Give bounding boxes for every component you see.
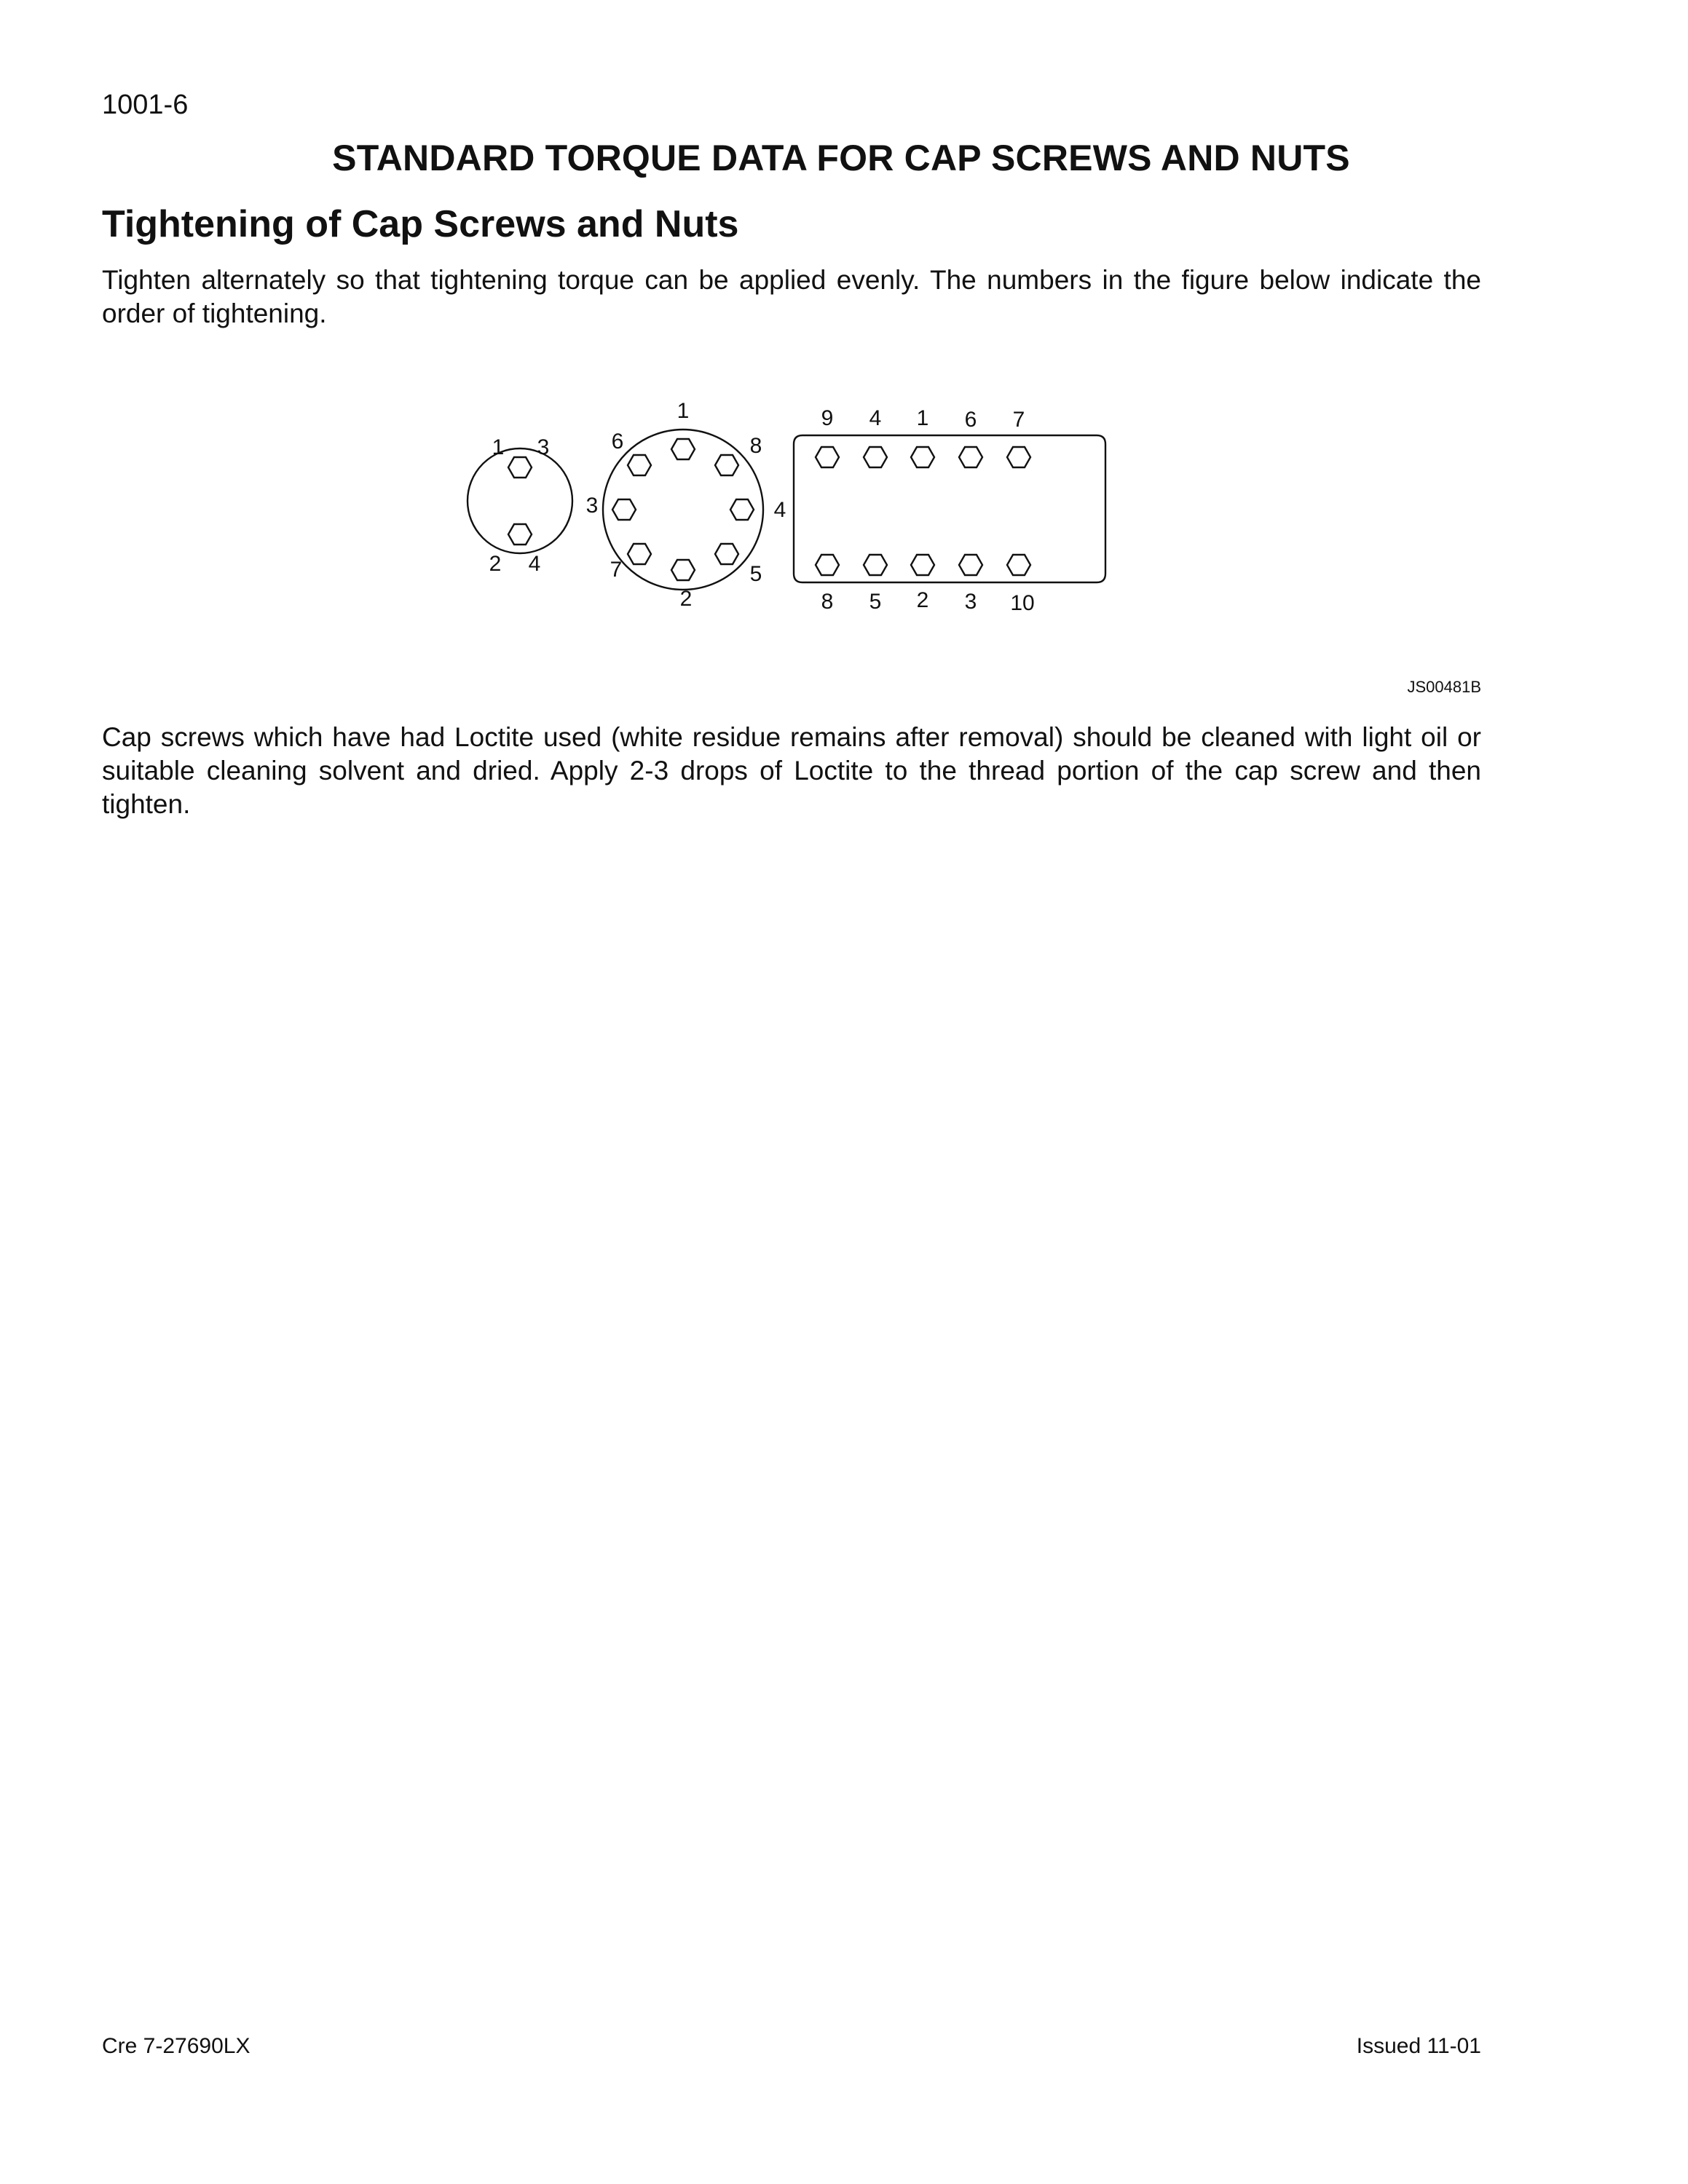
page-number: 1001-6: [102, 90, 189, 120]
ten-bolt-top-nut-4: [864, 447, 887, 467]
ten-bolt-top-nut-7: [1007, 447, 1030, 467]
tightening-order-figure: [466, 399, 1121, 639]
ten-bolt-bottom-label-10: 10: [1010, 591, 1035, 615]
four-bolt-flange-outline: [468, 448, 572, 553]
eight-bolt-label-6: 6: [611, 430, 624, 454]
four-bolt-label-4: 4: [528, 552, 541, 576]
ten-bolt-bottom-label-5: 5: [869, 590, 882, 614]
four-bolt-label-2: 2: [489, 552, 502, 576]
four-bolt-label-1: 1: [492, 435, 505, 459]
loctite-paragraph: Cap screws which have had Loctite used (white residue remains after removal) should be cleaned with light oil or suitable cleaning solvent and dried. Apply 2-3 drops of Loctite to the thread portion of the cap screw and then tighten.: [102, 722, 1481, 819]
section-title: Tightening of Cap Screws and Nuts: [102, 203, 739, 245]
ten-bolt-bottom-nut-3: [959, 555, 982, 575]
ten-bolt-bottom-label-2: 2: [916, 588, 929, 612]
ten-bolt-bottom-nut-10: [1007, 555, 1030, 575]
eight-bolt-label-3: 3: [585, 494, 599, 518]
ten-bolt-top-label-7: 7: [1012, 408, 1025, 432]
eight-bolt-nut-3: [612, 499, 636, 520]
ten-bolt-top-nut-1: [911, 447, 934, 467]
ten-bolt-bottom-label-3: 3: [964, 590, 977, 614]
ten-bolt-cover-outline: [794, 435, 1105, 582]
eight-bolt-nut-4: [730, 499, 754, 520]
eight-bolt-nut-1: [671, 439, 695, 459]
eight-bolt-nut-7: [628, 544, 651, 564]
ten-bolt-bottom-label-8: 8: [821, 590, 834, 614]
ten-bolt-top-label-6: 6: [964, 408, 977, 432]
ten-bolt-top-nut-6: [959, 447, 982, 467]
tightening-instructions-paragraph: Tighten alternately so that tightening torque can be applied evenly. The numbers in the figure below indicate the order of tightening.: [102, 265, 1481, 328]
ten-bolt-top-nut-9: [816, 447, 839, 467]
figure-id: JS00481B: [1407, 678, 1481, 696]
ten-bolt-bottom-nut-8: [816, 555, 839, 575]
four-bolt-label-3: 3: [537, 435, 550, 459]
ten-bolt-bottom-nut-5: [864, 555, 887, 575]
eight-bolt-nut-2: [671, 560, 695, 580]
eight-bolt-flange-outline: [603, 430, 763, 590]
ten-bolt-top-label-4: 4: [869, 406, 882, 430]
eight-bolt-label-2: 2: [679, 587, 693, 611]
eight-bolt-label-5: 5: [749, 562, 762, 586]
ten-bolt-top-label-1: 1: [916, 406, 929, 430]
eight-bolt-label-8: 8: [749, 434, 762, 458]
footer-issue-date: Issued 11-01: [1356, 2034, 1481, 2058]
four-bolt-lower-nut: [508, 524, 532, 545]
eight-bolt-nut-6: [628, 455, 651, 475]
tightening-order-diagram: [466, 399, 1121, 639]
footer-document-code: Cre 7-27690LX: [102, 2034, 251, 2058]
eight-bolt-label-7: 7: [610, 558, 623, 582]
eight-bolt-nut-8: [715, 455, 738, 475]
eight-bolt-nut-5: [715, 544, 738, 564]
eight-bolt-label-4: 4: [773, 498, 786, 522]
ten-bolt-top-label-9: 9: [821, 406, 834, 430]
document-title: STANDARD TORQUE DATA FOR CAP SCREWS AND NUTS: [332, 138, 1350, 178]
four-bolt-upper-nut: [508, 457, 532, 478]
ten-bolt-bottom-nut-2: [911, 555, 934, 575]
eight-bolt-label-1: 1: [677, 399, 690, 423]
